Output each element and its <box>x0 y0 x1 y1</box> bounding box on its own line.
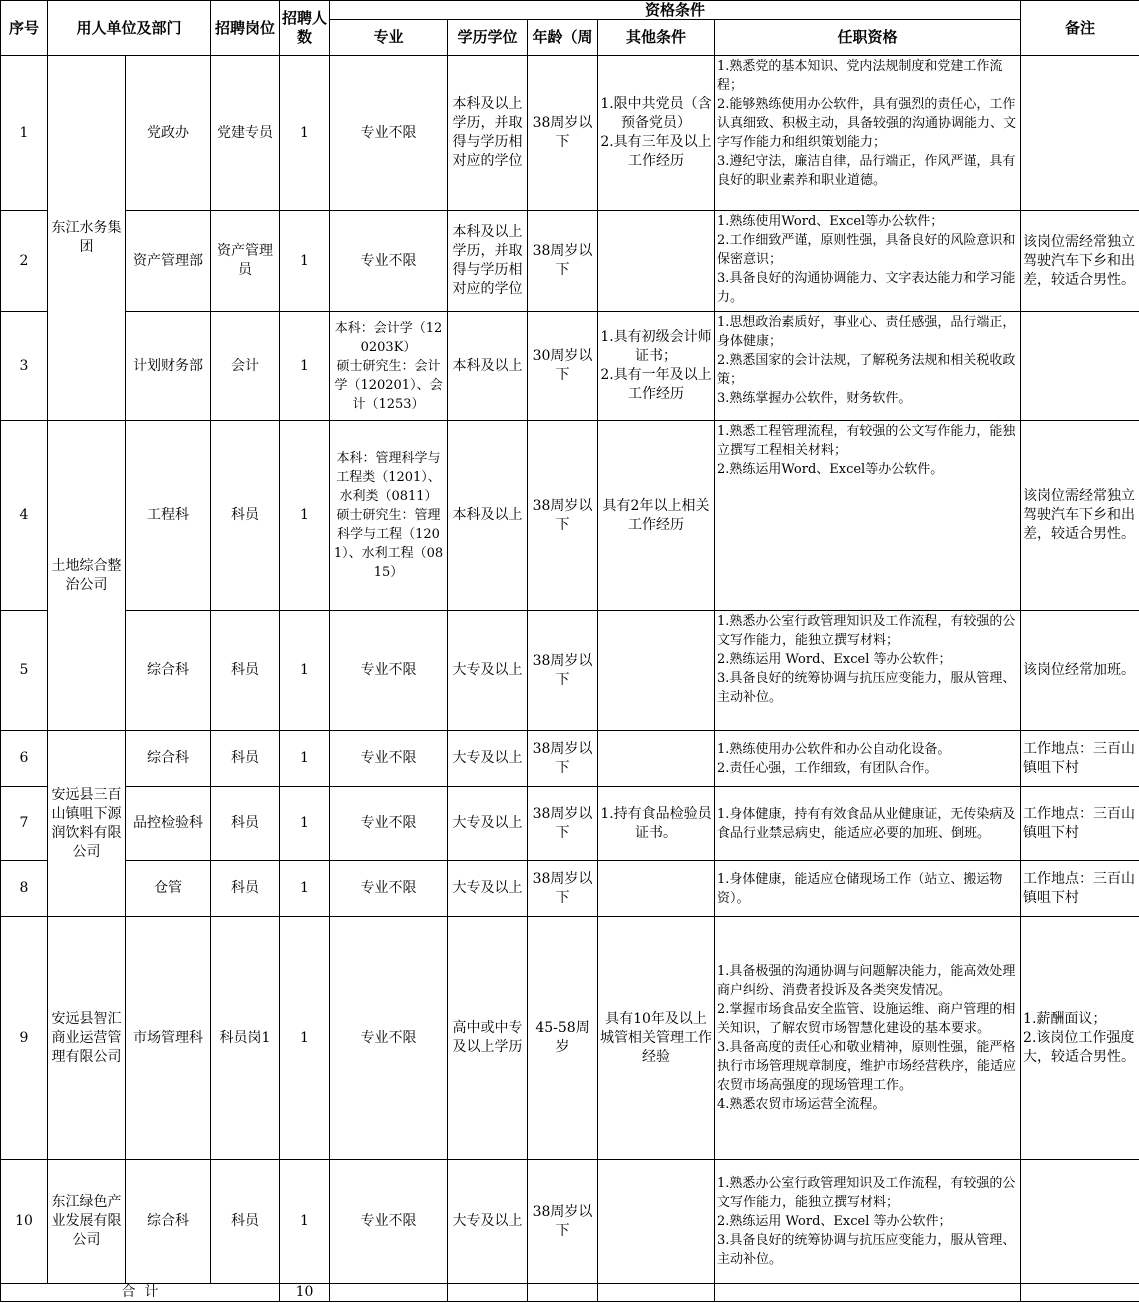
header-count: 招聘人数 <box>280 1 330 56</box>
seq-cell: 7 <box>1 787 48 861</box>
major-cell: 本科：会计学（120203K） 硕士研究生：会计学（120201）、会计（1253） <box>330 312 448 421</box>
count-cell: 1 <box>280 787 330 861</box>
empty-cell <box>1021 1284 1139 1302</box>
seq-cell: 3 <box>1 312 48 421</box>
edu-cell: 大专及以上 <box>448 861 528 917</box>
note-cell: 该岗位需经常独立驾驶汽车下乡和出差，较适合男性。 <box>1021 211 1139 312</box>
age-cell: 38周岁以下 <box>528 56 598 211</box>
total-row <box>1 1284 1139 1302</box>
count-cell: 1 <box>280 211 330 312</box>
count-cell: 1 <box>280 861 330 917</box>
age-cell: 38周岁以下 <box>528 421 598 611</box>
note-cell: 工作地点：三百山镇咀下村 <box>1021 731 1139 787</box>
unit-cell: 东江水务集团 <box>48 56 126 421</box>
other-cell: 具有10年及以上城管相关管理工作经验 <box>598 917 715 1160</box>
total-label: 合 计 <box>1 1284 280 1302</box>
seq-cell: 1 <box>1 56 48 211</box>
table-row <box>1 312 1139 421</box>
seq-cell: 4 <box>1 421 48 611</box>
post-cell: 党建专员 <box>211 56 280 211</box>
header-post: 招聘岗位 <box>211 1 280 56</box>
dept-cell: 工程科 <box>126 421 211 611</box>
other-cell: 1.限中共党员（含预备党员） 2.具有三年及以上工作经历 <box>598 56 715 211</box>
post-cell: 会计 <box>211 312 280 421</box>
major-cell: 专业不限 <box>330 861 448 917</box>
dept-cell: 综合科 <box>126 611 211 731</box>
count-cell: 1 <box>280 1160 330 1284</box>
age-cell: 30周岁以下 <box>528 312 598 421</box>
seq-cell: 6 <box>1 731 48 787</box>
age-cell: 38周岁以下 <box>528 861 598 917</box>
age-cell: 38周岁以下 <box>528 211 598 312</box>
edu-cell: 高中或中专及以上学历 <box>448 917 528 1160</box>
requirements-cell: 1.熟悉办公室行政管理知识及工作流程，有较强的公文写作能力，能独立撰写材料； 2.熟练运用 Word、Excel 等办公软件； 3.具备良好的统筹协调与抗压应变能力，服从管理、主动补位。 <box>715 1160 1021 1284</box>
note-cell: 工作地点：三百山镇咀下村 <box>1021 861 1139 917</box>
empty-cell <box>598 1284 715 1302</box>
table-row <box>1 731 1139 787</box>
note-cell: 该岗位经常加班。 <box>1021 611 1139 731</box>
edu-cell: 本科及以上 <box>448 421 528 611</box>
header-major: 专业 <box>330 20 448 56</box>
note-cell <box>1021 312 1139 421</box>
header-age: 年龄（周 <box>528 20 598 56</box>
count-cell: 1 <box>280 611 330 731</box>
major-cell: 专业不限 <box>330 56 448 211</box>
count-cell: 1 <box>280 731 330 787</box>
other-cell <box>598 211 715 312</box>
age-cell: 38周岁以下 <box>528 1160 598 1284</box>
dept-cell: 市场管理科 <box>126 917 211 1160</box>
post-cell: 科员 <box>211 421 280 611</box>
dept-cell: 综合科 <box>126 1160 211 1284</box>
age-cell: 38周岁以下 <box>528 787 598 861</box>
seq-cell: 8 <box>1 861 48 917</box>
table-row <box>1 1160 1139 1284</box>
table-row <box>1 861 1139 917</box>
count-cell: 1 <box>280 56 330 211</box>
table-row <box>1 211 1139 312</box>
unit-cell: 安远县智汇商业运营管理有限公司 <box>48 917 126 1160</box>
seq-cell: 9 <box>1 917 48 1160</box>
major-cell: 专业不限 <box>330 211 448 312</box>
other-cell <box>598 861 715 917</box>
dept-cell: 资产管理部 <box>126 211 211 312</box>
requirements-cell: 1.熟练使用办公软件和办公自动化设备。 2.责任心强，工作细致，有团队合作。 <box>715 731 1021 787</box>
empty-cell <box>715 1284 1021 1302</box>
requirements-cell: 1.身体健康，持有有效食品从业健康证，无传染病及食品行业禁忌病史，能适应必要的加班、倒班。 <box>715 787 1021 861</box>
requirements-cell: 1.熟练使用Word、Excel等办公软件； 2.工作细致严谨，原则性强，具备良好的风险意识和保密意识； 3.具备良好的沟通协调能力、文字表达能力和学习能力。 <box>715 211 1021 312</box>
major-cell: 专业不限 <box>330 611 448 731</box>
requirements-cell: 1.熟悉党的基本知识、党内法规制度和党建工作流程； 2.能够熟练使用办公软件，具有强烈的责任心，工作认真细致、积极主动，具备较强的沟通协调能力、文字写作能力和组织策划能力； 3.遵纪守法，廉洁自律，品行端正，作风严谨，具有良好的职业素养和职业道德。 <box>715 56 1021 211</box>
age-cell: 38周岁以下 <box>528 611 598 731</box>
header-education: 学历学位 <box>448 20 528 56</box>
empty-cell <box>528 1284 598 1302</box>
seq-cell: 5 <box>1 611 48 731</box>
major-cell: 本科：管理科学与工程类（1201）、水利类（0811） 硕士研究生：管理科学与工程（1201）、水利工程（0815） <box>330 421 448 611</box>
major-cell: 专业不限 <box>330 917 448 1160</box>
table-row <box>1 917 1139 1160</box>
post-cell: 科员 <box>211 731 280 787</box>
empty-cell <box>448 1284 528 1302</box>
age-cell: 38周岁以下 <box>528 731 598 787</box>
table-row <box>1 611 1139 731</box>
unit-cell: 安远县三百山镇咀下源润饮料有限公司 <box>48 731 126 917</box>
edu-cell: 大专及以上 <box>448 1160 528 1284</box>
post-cell: 科员 <box>211 611 280 731</box>
unit-cell: 土地综合整治公司 <box>48 421 126 731</box>
header-seq: 序号 <box>1 1 48 56</box>
count-cell: 1 <box>280 917 330 1160</box>
note-cell: 1.薪酬面议； 2.该岗位工作强度大，较适合男性。 <box>1021 917 1139 1160</box>
table-row <box>1 421 1139 611</box>
other-cell <box>598 611 715 731</box>
post-cell: 科员 <box>211 1160 280 1284</box>
header-qualifications: 资格条件 <box>330 1 1021 20</box>
requirements-cell: 1.思想政治素质好，事业心、责任感强，品行端正，身体健康； 2.熟悉国家的会计法规，了解税务法规和相关税收政策； 3.熟练掌握办公软件，财务软件。 <box>715 312 1021 421</box>
edu-cell: 大专及以上 <box>448 787 528 861</box>
edu-cell: 本科及以上学历，并取得与学历相对应的学位 <box>448 56 528 211</box>
other-cell: 1.持有食品检验员证书。 <box>598 787 715 861</box>
table-row <box>1 56 1139 211</box>
dept-cell: 综合科 <box>126 731 211 787</box>
count-cell: 1 <box>280 421 330 611</box>
table-row <box>1 787 1139 861</box>
major-cell: 专业不限 <box>330 787 448 861</box>
edu-cell: 本科及以上学历，并取得与学历相对应的学位 <box>448 211 528 312</box>
major-cell: 专业不限 <box>330 1160 448 1284</box>
edu-cell: 大专及以上 <box>448 731 528 787</box>
dept-cell: 品控检验科 <box>126 787 211 861</box>
empty-cell <box>330 1284 448 1302</box>
other-cell <box>598 731 715 787</box>
header-note: 备注 <box>1021 1 1139 56</box>
dept-cell: 仓管 <box>126 861 211 917</box>
edu-cell: 本科及以上 <box>448 312 528 421</box>
age-cell: 45-58周岁 <box>528 917 598 1160</box>
header-unit: 用人单位及部门 <box>48 1 211 56</box>
requirements-cell: 1.身体健康，能适应仓储现场工作（站立、搬运物资）。 <box>715 861 1021 917</box>
other-cell: 具有2年以上相关工作经历 <box>598 421 715 611</box>
seq-cell: 10 <box>1 1160 48 1284</box>
seq-cell: 2 <box>1 211 48 312</box>
note-cell: 该岗位需经常独立驾驶汽车下乡和出差，较适合男性。 <box>1021 421 1139 611</box>
dept-cell: 党政办 <box>126 56 211 211</box>
dept-cell: 计划财务部 <box>126 312 211 421</box>
header-other: 其他条件 <box>598 20 715 56</box>
post-cell: 科员岗1 <box>211 917 280 1160</box>
post-cell: 资产管理员 <box>211 211 280 312</box>
note-cell <box>1021 56 1139 211</box>
note-cell <box>1021 1160 1139 1284</box>
unit-cell: 东江绿色产业发展有限公司 <box>48 1160 126 1284</box>
header-requirements: 任职资格 <box>715 20 1021 56</box>
count-cell: 1 <box>280 312 330 421</box>
edu-cell: 大专及以上 <box>448 611 528 731</box>
requirements-cell: 1.熟悉办公室行政管理知识及工作流程，有较强的公文写作能力，能独立撰写材料； 2.熟练运用 Word、Excel 等办公软件； 3.具备良好的统筹协调与抗压应变能力，服从管理、主动补位。 <box>715 611 1021 731</box>
post-cell: 科员 <box>211 787 280 861</box>
total-count: 10 <box>280 1284 330 1302</box>
other-cell: 1.具有初级会计师证书； 2.具有一年及以上工作经历 <box>598 312 715 421</box>
other-cell <box>598 1160 715 1284</box>
requirements-cell: 1.具备极强的沟通协调与问题解决能力，能高效处理商户纠纷、消费者投诉及各类突发情况。 2.掌握市场食品安全监管、设施运维、商户管理的相关知识，了解农贸市场智慧化建设的基本要求。 3.具备高度的责任心和敬业精神，原则性强，能严格执行市场管理规章制度，维护市场经营秩序，能适应农贸市场高强度的现场管理工作。 4.熟悉农贸市场运营全流程。 <box>715 917 1021 1160</box>
requirements-cell: 1.熟悉工程管理流程，有较强的公文写作能力，能独立撰写工程相关材料； 2.熟练运用Word、Excel等办公软件。 <box>715 421 1021 611</box>
major-cell: 专业不限 <box>330 731 448 787</box>
note-cell: 工作地点：三百山镇咀下村 <box>1021 787 1139 861</box>
post-cell: 科员 <box>211 861 280 917</box>
